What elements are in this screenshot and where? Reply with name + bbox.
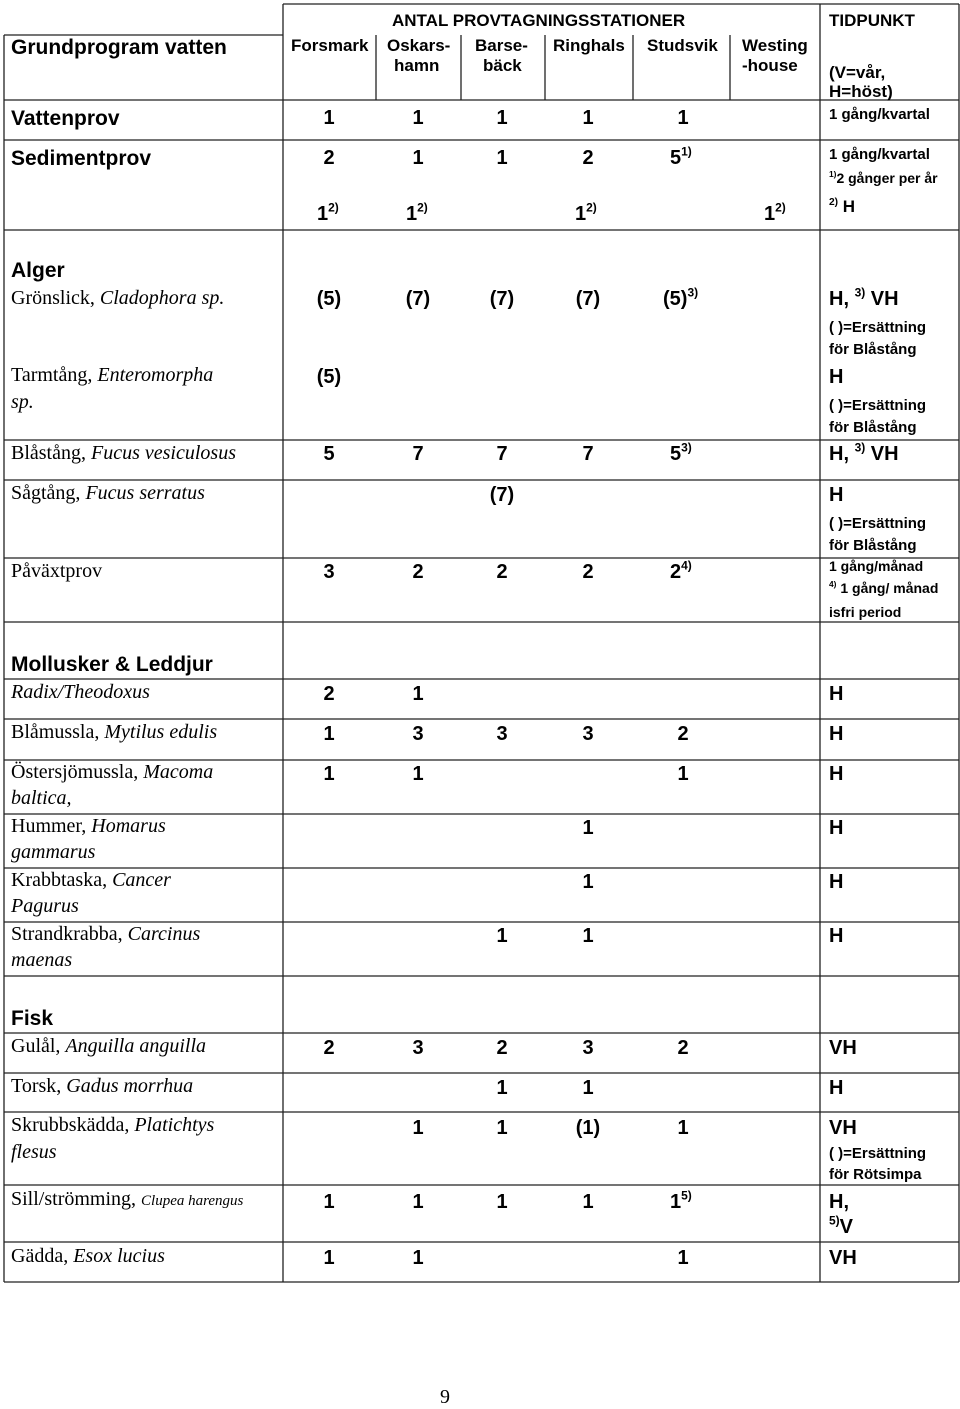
species-gulal: Gulål, Anguilla anguilla [11,1035,206,1057]
time-torsk: H [829,1077,844,1099]
species-strandkrabba-line2: maenas [11,949,73,971]
value: 2 [323,147,335,169]
value: (7) [405,288,431,310]
value: 1 [496,925,508,947]
value: 3 [582,723,594,745]
row-label-sedimentprov: Sedimentprov [11,147,152,170]
time-legend-2: H=höst) [829,82,893,101]
page-number: 9 [440,1386,450,1408]
time-sill-line2: $^{5)}$V [829,1213,854,1238]
species-skrubbskadda-line2: flesus [11,1141,57,1163]
value: 2 [323,683,335,705]
value: 1 [582,817,594,839]
value: 3 [496,723,508,745]
value: 1 [677,1117,689,1139]
time-sedimentprov-2: $^{1)}$2 gånger per år [829,169,938,186]
value-with-footnote: 5$^{1)}$ [670,144,692,169]
species-sill: Sill/strömming, Clupea harengus [11,1188,244,1210]
value: 1 [582,1191,594,1213]
species-hummer: Hummer, Homarus [11,815,166,837]
value: 7 [496,443,508,465]
value: 1 [582,925,594,947]
value: 5 [323,443,335,465]
time-paxtprov-3: isfri period [829,604,902,620]
station-studsvik: Studsvik [647,36,718,55]
species-tarmtang-line2: sp. [11,391,34,413]
species-skrubbskadda: Skrubbskädda, Platichtys [11,1114,215,1136]
value: 3 [412,723,424,745]
time-radix: H [829,683,844,705]
species-ostersjomussla: Östersjömussla, Macoma [11,761,214,783]
value: 2 [496,561,508,583]
note-skrubbskadda-2: för Rötsimpa [829,1166,922,1183]
species-gronslick: Grönslick, Cladophora sp. [11,287,225,309]
value: 1 [323,763,335,785]
species-blamussla: Blåmussla, Mytilus edulis [11,721,218,743]
note-gronslick-1: ( )=Ersättning [829,319,927,336]
station-ringhals: Ringhals [553,36,625,55]
species-hummer-line2: gammarus [11,841,96,863]
value: (1) [575,1117,601,1139]
value: 2 [582,147,594,169]
value: 1 [412,147,424,169]
value: 1 [412,1117,424,1139]
time-sill: H, [829,1191,849,1213]
value: 7 [582,443,594,465]
value: 3 [412,1037,424,1059]
value: (7) [489,484,515,506]
section-mollusker: Mollusker & Leddjur [11,653,213,676]
time-blamussla: H [829,723,844,745]
time-vattenprov: 1 gång/kvartal [829,106,930,123]
value: 1 [677,1247,689,1269]
value-with-footnote: 1$^{2)}$ [406,200,428,225]
species-ostersjomussla-line2: baltica, [11,787,72,809]
value: 1 [323,1247,335,1269]
value: 1 [412,1191,424,1213]
value: 1 [496,1117,508,1139]
value: 2 [582,561,594,583]
value-with-footnote: 1$^{5)}$ [670,1188,692,1213]
time-ostersjomussla: H [829,763,844,785]
value: 1 [582,871,594,893]
station-forsmark: Forsmark [291,36,369,55]
note-sagtang-1: ( )=Ersättning [829,515,927,532]
stations-title: ANTAL PROVTAGNINGSSTATIONER [392,11,686,30]
station-westinghouse-line2: -house [742,56,798,75]
note-gronslick-2: för Blåstång [829,341,917,358]
time-gulal: VH [829,1037,857,1059]
value-with-footnote: 1$^{2)}$ [575,200,597,225]
note-tarmtang-2: för Blåstång [829,419,917,436]
value-with-footnote: 1$^{2)}$ [317,200,339,225]
value: 1 [323,1191,335,1213]
section-alger: Alger [11,259,65,282]
time-gadda: VH [829,1247,857,1269]
station-barsebeck-line2: bäck [483,56,522,75]
time-title: TIDPUNKT [829,11,915,30]
value: 2 [677,723,689,745]
species-tarmtang: Tarmtång, Enteromorpha [11,364,214,386]
value: 3 [323,561,335,583]
program-title: Grundprogram vatten [11,36,227,59]
time-legend-1: (V=vår, [829,63,886,82]
value: 1 [412,763,424,785]
value: 2 [677,1037,689,1059]
value: 2 [323,1037,335,1059]
value-with-footnote: 5$^{3)}$ [670,440,692,465]
species-sagtang: Sågtång, Fucus serratus [11,482,205,504]
value: 1 [496,107,508,129]
time-gronslick: H, $^{3)}$ VH [829,285,899,310]
time-tarmtang: H [829,366,844,388]
species-gadda: Gädda, Esox lucius [11,1245,165,1267]
value: 1 [412,107,424,129]
section-fisk: Fisk [11,1007,54,1030]
value: (7) [575,288,601,310]
time-skrubbskadda: VH [829,1117,857,1139]
value: 3 [582,1037,594,1059]
station-oskarshamn: Oskars- [387,36,451,55]
value: (5) [316,366,342,388]
value: 1 [582,107,594,129]
value: 2 [496,1037,508,1059]
value: 1 [677,107,689,129]
station-oskarshamn-line2: hamn [394,56,440,75]
value: 1 [323,107,335,129]
time-blastang: H, $^{3)}$ VH [829,440,899,465]
value: 2 [412,561,424,583]
value: 1 [496,147,508,169]
station-barsebeck: Barse- [475,36,528,55]
value: (7) [489,288,515,310]
time-strandkrabba: H [829,925,844,947]
time-sedimentprov-3: $^{2)}$ H [829,196,856,216]
value: 1 [412,1247,424,1269]
species-krabbtaska: Krabbtaska, Cancer [11,869,171,891]
value: 1 [496,1191,508,1213]
value: 1 [582,1077,594,1099]
time-krabbtaska: H [829,871,844,893]
row-label-paxtprov: Påväxtprov [11,560,103,582]
value: 1 [412,683,424,705]
time-paxtprov-2: $^{4)}$ 1 gång/ månad [829,579,939,596]
value: 1 [496,1077,508,1099]
note-sagtang-2: för Blåstång [829,537,917,554]
value: (5) [316,288,342,310]
note-tarmtang-1: ( )=Ersättning [829,397,927,414]
time-sagtang: H [829,484,844,506]
value: 1 [677,763,689,785]
species-radix: Radix/Theodoxus [11,681,150,703]
time-hummer: H [829,817,844,839]
time-sedimentprov-1: 1 gång/kvartal [829,146,930,163]
value-with-footnote: 1$^{2)}$ [764,200,786,225]
value-with-footnote: $(5)^{3)}$ [663,285,699,310]
value-with-footnote: 2$^{4)}$ [670,558,692,583]
row-label-vattenprov: Vattenprov [11,107,120,130]
species-strandkrabba: Strandkrabba, Carcinus [11,923,201,945]
value: 7 [412,443,424,465]
time-paxtprov-1: 1 gång/månad [829,558,924,574]
note-skrubbskadda-1: ( )=Ersättning [829,1145,927,1162]
species-blastang: Blåstång, Fucus vesiculosus [11,442,236,464]
value: 1 [323,723,335,745]
species-torsk: Torsk, Gadus morrhua [11,1075,194,1097]
species-krabbtaska-line2: Pagurus [11,895,79,917]
station-westinghouse: Westing [742,36,808,55]
